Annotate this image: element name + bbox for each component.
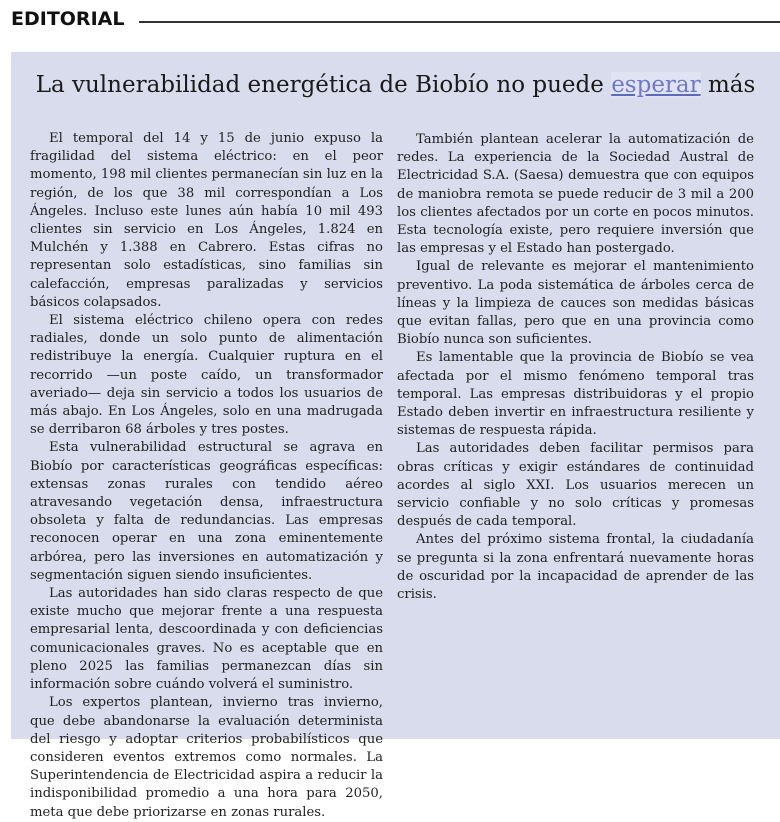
headline — [11, 72, 780, 98]
headline-highlighted-word[interactable]: esperar — [611, 72, 701, 98]
section-header — [0, 0, 780, 44]
editorial-panel — [11, 52, 780, 820]
paragraph: Antes del próximo sistema frontal, la ciudadanía se pregunta si la zona enfrentará nuevamente horas de oscuridad por la incapacidad de aprender de las crisis. — [397, 532, 754, 603]
paragraph: Los expertos plantean, invierno tras invierno, que debe abandonarse la evaluación determinista del riesgo y adoptar criterios probabilísticos que consideren eventos extremos como normales. La Superintendencia de Electricidad aspira a reducir la indisponibilidad promedio a una hora para 2050, meta que debe priorizarse en zonas rurales. — [30, 695, 383, 820]
headline-text-end: más — [700, 72, 756, 98]
paragraph: El sistema eléctrico chileno opera con redes radiales, donde un solo punto de alimentación redistribuye la energía. Cualquier ruptura en el recorrido —un poste caído, un transformador averiado— deja sin servicio a todos los usuarios de más abajo. En Los Ángeles, solo en una madrugada se derribaron 68 árboles y tres postes. — [30, 313, 383, 438]
section-rule — [139, 21, 780, 23]
paragraph: Es lamentable que la provincia de Biobío se vea afectada por el mismo fenómeno temporal tras temporal. Las empresas distribuidoras y el propio Estado deben invertir en infraestructura resiliente y sistemas de respuesta rápida. — [397, 350, 754, 439]
column-right — [397, 131, 754, 604]
paragraph: También plantean acelerar la automatización de redes. La experiencia de la Sociedad Austral de Electricidad S.A. (Saesa) demuestra que con equipos de maniobra remota se puede reducir de 3 mil a 200 los clientes afectados por un corte en pocos minutos. Esta tecnología existe, pero requiere inversión que las empresas y el Estado han postergado. — [397, 132, 754, 257]
paragraph: Esta vulnerabilidad estructural se agrava en Biobío por características geográficas específicas: extensas zonas rurales con tendido aéreo atravesando vegetación densa, infraestructura obsoleta y falta de redundancias. Las empresas reconocen operar en una zona eminentemente arbórea, pero las inversiones en automatización y segmentación siguen siendo insuficientes. — [30, 440, 383, 583]
section-label: EDITORIAL — [11, 8, 125, 30]
headline-text: La vulnerabilidad energética de Biobío no puede — [35, 72, 612, 98]
paragraph: Las autoridades han sido claras respecto de que existe mucho que mejorar frente a una respuesta empresarial lenta, descoordinada y con deficiencias comunicacionales graves. No es aceptable que en pleno 2025 las familias permanezcan días sin información sobre cuándo volverá el suministro. — [30, 586, 383, 693]
paragraph: Las autoridades deben facilitar permisos para obras críticas y exigir estándares de continuidad acordes al siglo XXI. Los usuarios merecen un servicio confiable y no solo críticas y promesas después de cada temporal. — [397, 441, 754, 530]
paragraph: Igual de relevante es mejorar el mantenimiento preventivo. La poda sistemática de árboles cerca de líneas y la limpieza de cauces son medidas básicas que evitan fallas, pero que en una provincia como Biobío nunca son suficientes. — [397, 259, 754, 348]
paragraph: El temporal del 14 y 15 de junio expuso la fragilidad del sistema eléctrico: en el peor momento, 198 mil clientes permanecían sin luz en la región, de los que 38 mil correspondían a Los Ángeles. Incluso este lunes aún había 10 mil 493 clientes sin servicio en Los Ángeles, 1.824 en Mulchén y 1.388 en Cabrero. Estas cifras no representan solo estadísticas, sino familias sin calefacción, empresas paralizadas y servicios básicos colapsados. — [30, 131, 384, 310]
column-left — [30, 130, 383, 822]
